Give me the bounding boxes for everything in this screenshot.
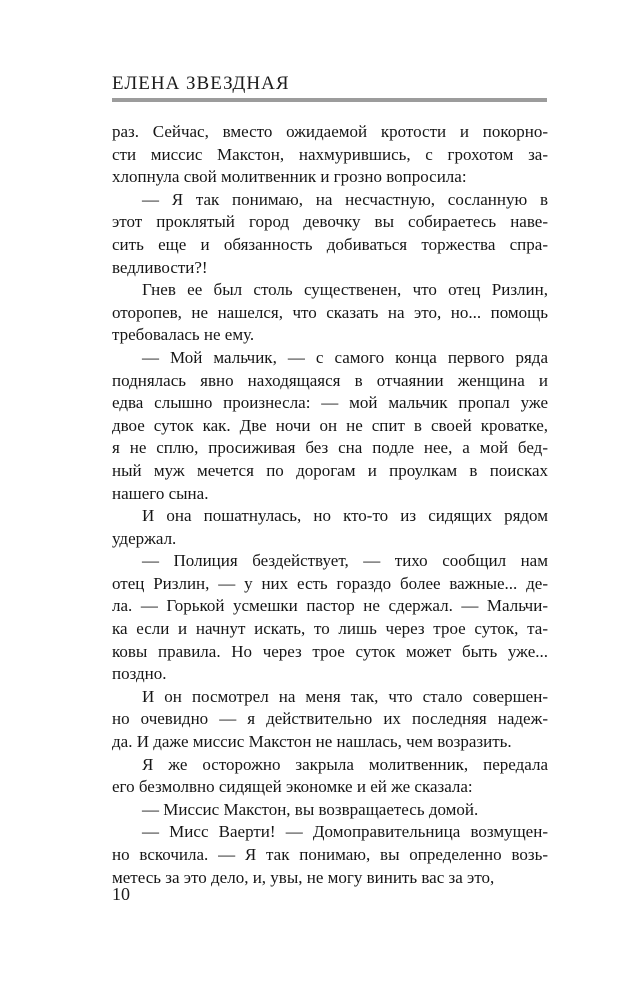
paragraph <box>112 347 548 505</box>
text-line: ный муж мечется по дорогам и проулкам в поисках <box>112 460 548 480</box>
text-line: требовалась не ему. <box>112 325 255 345</box>
paragraph <box>112 550 548 686</box>
text-line: — Миссис Макстон, вы возвращаетесь домой. <box>142 799 479 819</box>
text-line: — Мой мальчик, — с самого конца первого ряда <box>142 347 548 367</box>
text-line: его безмолвно сидящей экономке и ей же сказала: <box>112 777 473 797</box>
text-line: И она пошатнулась, но кто-то из сидящих рядом <box>142 506 548 526</box>
text-line: этот проклятый город девочку вы собираетесь наве- <box>112 212 548 232</box>
text-line: оторопев, не нашелся, что сказать на это, но... помощь <box>112 302 548 322</box>
paragraph <box>112 121 548 189</box>
text-line: Я же осторожно закрыла молитвенник, передала <box>142 754 548 774</box>
paragraph <box>112 279 548 347</box>
text-line: — Полиция бездействует, — тихо сообщил нам <box>142 551 548 571</box>
paragraph <box>112 799 548 822</box>
text-line: удержал. <box>112 528 177 548</box>
paragraph <box>112 754 548 799</box>
paragraph <box>112 686 548 754</box>
text-line: поднялась явно находящаяся в отчаянии женщина и <box>112 370 548 390</box>
text-line: поздно. <box>112 664 167 684</box>
text-line: — Мисс Ваерти! — Домоправительница возмущен- <box>142 822 548 842</box>
text-line: ла. — Горькой усмешки пастор не сдержал. — Мальчи- <box>112 596 548 616</box>
text-line: сти миссис Макстон, нахмурившись, с грохотом за- <box>112 144 548 164</box>
text-line: едва слышно произнесла: — мой мальчик пропал уже <box>112 393 548 413</box>
header-rule <box>112 98 547 102</box>
text-line: но вскочила. — Я так понимаю, вы определенно возь- <box>112 845 548 864</box>
text-line: ковы правила. Но через трое суток может быть уже... <box>112 641 548 661</box>
text-line: да. И даже миссис Макстон не нашлась, чем возразить. <box>112 732 512 752</box>
page-number: 10 <box>112 884 130 904</box>
text-line: хлопнула свой молитвенник и грозно вопросила: <box>112 167 467 187</box>
text-line: сить еще и обязанность добиваться торжества спра- <box>112 234 548 254</box>
text-line: но очевидно — я действительно их последняя надеж- <box>112 709 548 729</box>
text-line: — Я так понимаю, на несчастную, сосланную в <box>142 189 548 209</box>
text-line: отец Ризлин, — у них есть гораздо более важные... де- <box>112 573 548 593</box>
text-line: ведливости?! <box>112 257 208 277</box>
paragraph <box>112 821 548 889</box>
paragraph <box>112 505 548 550</box>
body-text <box>112 121 548 889</box>
text-line: И он посмотрел на меня так, что стало совершен- <box>142 686 548 706</box>
text-line: нашего сына. <box>112 483 209 503</box>
text-line: метесь за это дело, и, увы, не могу винить вас за это, <box>112 867 495 887</box>
page-content <box>112 74 548 889</box>
text-line: Гнев ее был столь существенен, что отец Ризлин, <box>142 280 548 300</box>
text-line: двое суток как. Две ночи он не спит в своей кроватке, <box>112 415 548 435</box>
paragraph <box>112 189 548 279</box>
running-header-author: ЕЛЕНА ЗВЕЗДНАЯ <box>112 73 290 94</box>
text-line: ка если и начнут искать, то лишь через трое суток, та- <box>112 619 548 639</box>
text-line: я не сплю, просиживая без сна подле нее, а мой бед- <box>112 438 548 458</box>
text-line: раз. Сейчас, вместо ожидаемой кротости и покорно- <box>112 122 548 141</box>
